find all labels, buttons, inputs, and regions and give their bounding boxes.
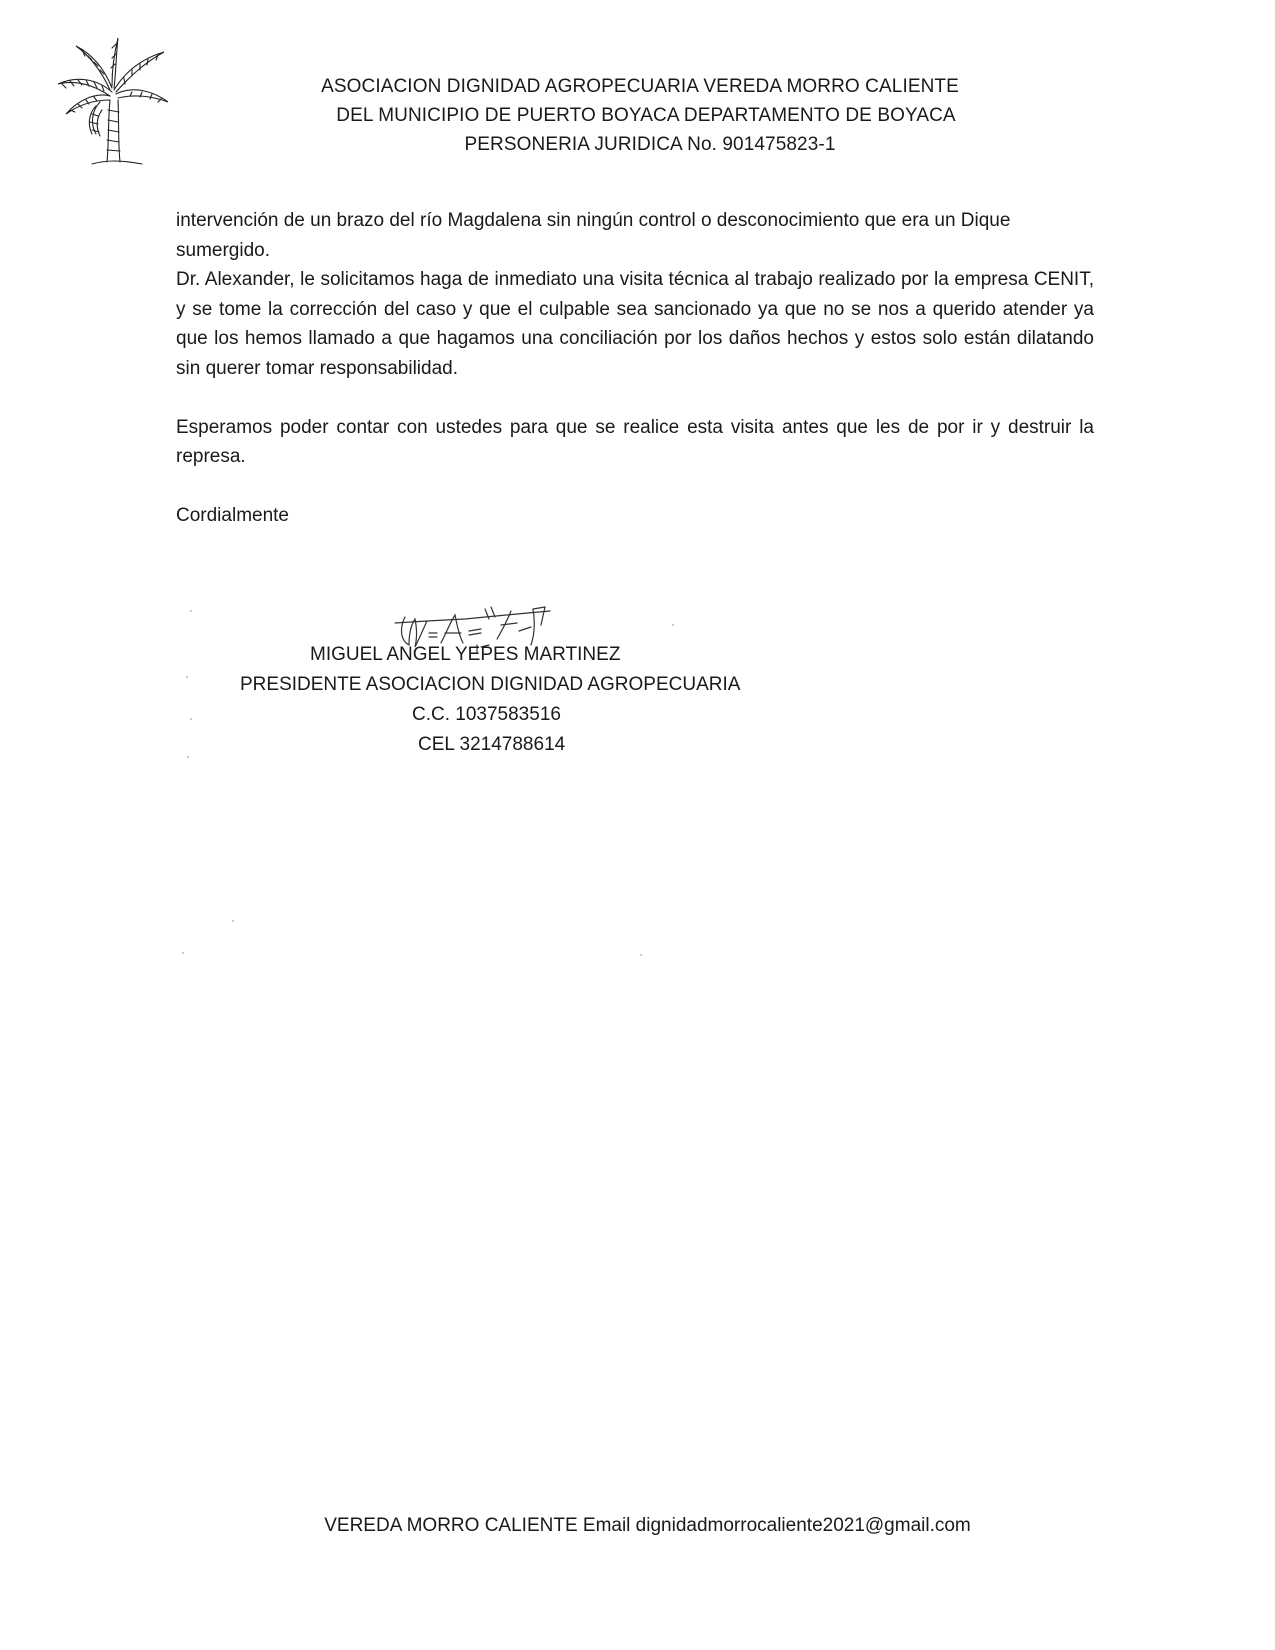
signer-id: C.C. 1037583516 — [412, 704, 561, 725]
scan-speck — [190, 610, 192, 612]
scan-speck — [672, 624, 674, 626]
header-line-1: ASOCIACION DIGNIDAD AGROPECUARIA VEREDA MORRO CALIENTE — [321, 76, 959, 97]
signer-phone: CEL 3214788614 — [418, 734, 566, 755]
paragraph-2: Dr. Alexander, le solicitamos haga de inmediato una visita técnica al trabajo realizado por la empresa CENIT, y se tome la corrección del caso y que el culpable sea sancionado ya que no se nos a querido atender ya que los hemos llamado a que hagamos una conciliación por los daños hechos y estos solo están dilatando sin querer tomar responsabilidad. — [176, 269, 1094, 379]
scan-speck — [186, 676, 188, 678]
letter-body — [176, 206, 1094, 531]
scan-speck — [190, 718, 192, 720]
header-line-3: PERSONERIA JURIDICA No. 901475823-1 — [464, 134, 836, 155]
letterhead — [260, 72, 1020, 159]
scan-speck — [182, 952, 184, 954]
scan-speck — [640, 954, 642, 956]
footer-contact: VEREDA MORRO CALIENTE Email dignidadmorrocaliente2021@gmail.com — [324, 1515, 971, 1536]
header-line-2: DEL MUNICIPIO DE PUERTO BOYACA DEPARTAMENTO DE BOYACA — [336, 105, 956, 126]
signer-name: MIGUEL ANGEL YEPES MARTINEZ — [310, 644, 621, 665]
signer-title: PRESIDENTE ASOCIACION DIGNIDAD AGROPECUARIA — [240, 674, 741, 695]
paragraph-1: intervención de un brazo del río Magdalena sin ningún control o desconocimiento que era un Dique sumergido. — [176, 210, 1011, 261]
scan-speck — [187, 756, 189, 758]
scan-speck — [232, 920, 234, 922]
banana-tree-icon — [52, 30, 172, 170]
paragraph-3: Esperamos poder contar con ustedes para que se realice esta visita antes que les de por ir y destruir la represa. — [176, 416, 1094, 467]
closing: Cordialmente — [176, 505, 289, 526]
